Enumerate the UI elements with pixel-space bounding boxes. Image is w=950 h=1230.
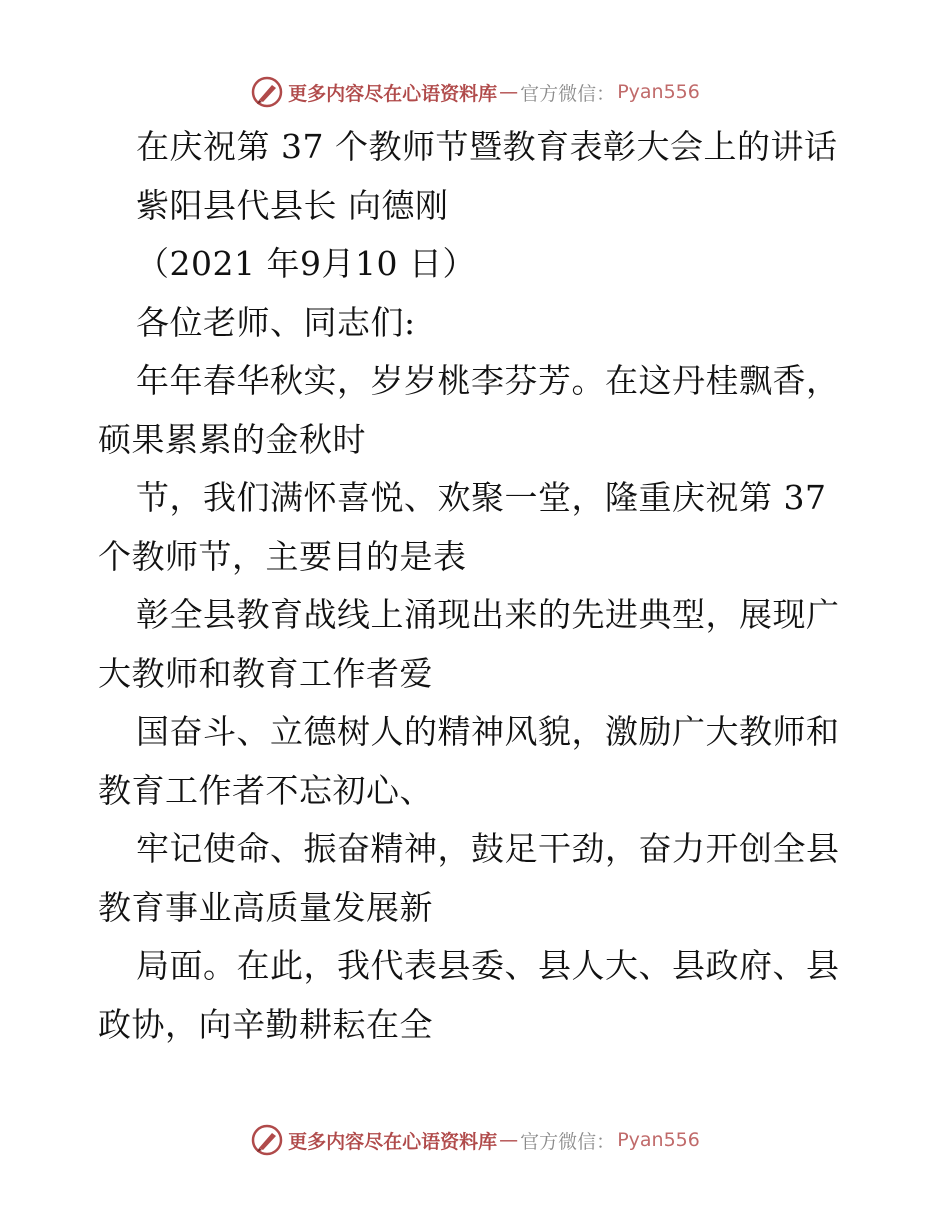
document-date: （2021 年9月10 日） <box>136 244 476 283</box>
text-line: 个教师节，主要目的是表 <box>98 536 467 576</box>
pen-logo-icon <box>250 75 284 109</box>
watermark-brand: 更多内容尽在心语资料库 <box>288 1130 498 1153</box>
pen-logo-icon <box>250 1123 284 1157</box>
text-line: 教育工作者不忘初心、 <box>98 770 433 810</box>
text-line: 硕果累累的金秋时 <box>98 419 366 459</box>
header-watermark <box>0 72 950 112</box>
text-line: 国奋斗、立德树人的精神风貌，激励广大教师和 <box>136 712 840 751</box>
text-line: 牢记使命、振奋精神，鼓足干劲，奋力开创全县 <box>136 829 840 868</box>
text-line: 年年春华秋实，岁岁桃李芬芳。在这丹桂飘香， <box>136 361 840 400</box>
watermark-wechat-id: Pyan556 <box>617 1129 700 1151</box>
watermark-dash: — <box>499 81 519 103</box>
watermark-dash: — <box>499 1129 519 1151</box>
watermark-wechat-label: 官方微信： <box>520 82 616 105</box>
document-body <box>98 118 858 1054</box>
text-line: 彰全县教育战线上涌现出来的先进典型，展现广 <box>136 595 840 634</box>
text-line: 大教师和教育工作者爱 <box>98 653 433 693</box>
document-title: 在庆祝第 37 个教师节暨教育表彰大会上的讲话 <box>136 127 838 166</box>
watermark-brand: 更多内容尽在心语资料库 <box>288 82 498 105</box>
document-author: 紫阳县代县长 向德刚 <box>136 185 449 225</box>
watermark-wechat-id: Pyan556 <box>617 81 700 103</box>
document-salutation: 各位老师、同志们: <box>136 302 416 342</box>
text-line: 局面。在此，我代表县委、县人大、县政府、县 <box>136 946 840 985</box>
watermark-wechat-label: 官方微信： <box>520 1130 616 1153</box>
text-line: 政协，向辛勤耕耘在全 <box>98 1004 433 1044</box>
text-line: 教育事业高质量发展新 <box>98 887 433 927</box>
footer-watermark <box>0 1120 950 1160</box>
text-line: 节，我们满怀喜悦、欢聚一堂，隆重庆祝第 37 <box>136 478 827 517</box>
